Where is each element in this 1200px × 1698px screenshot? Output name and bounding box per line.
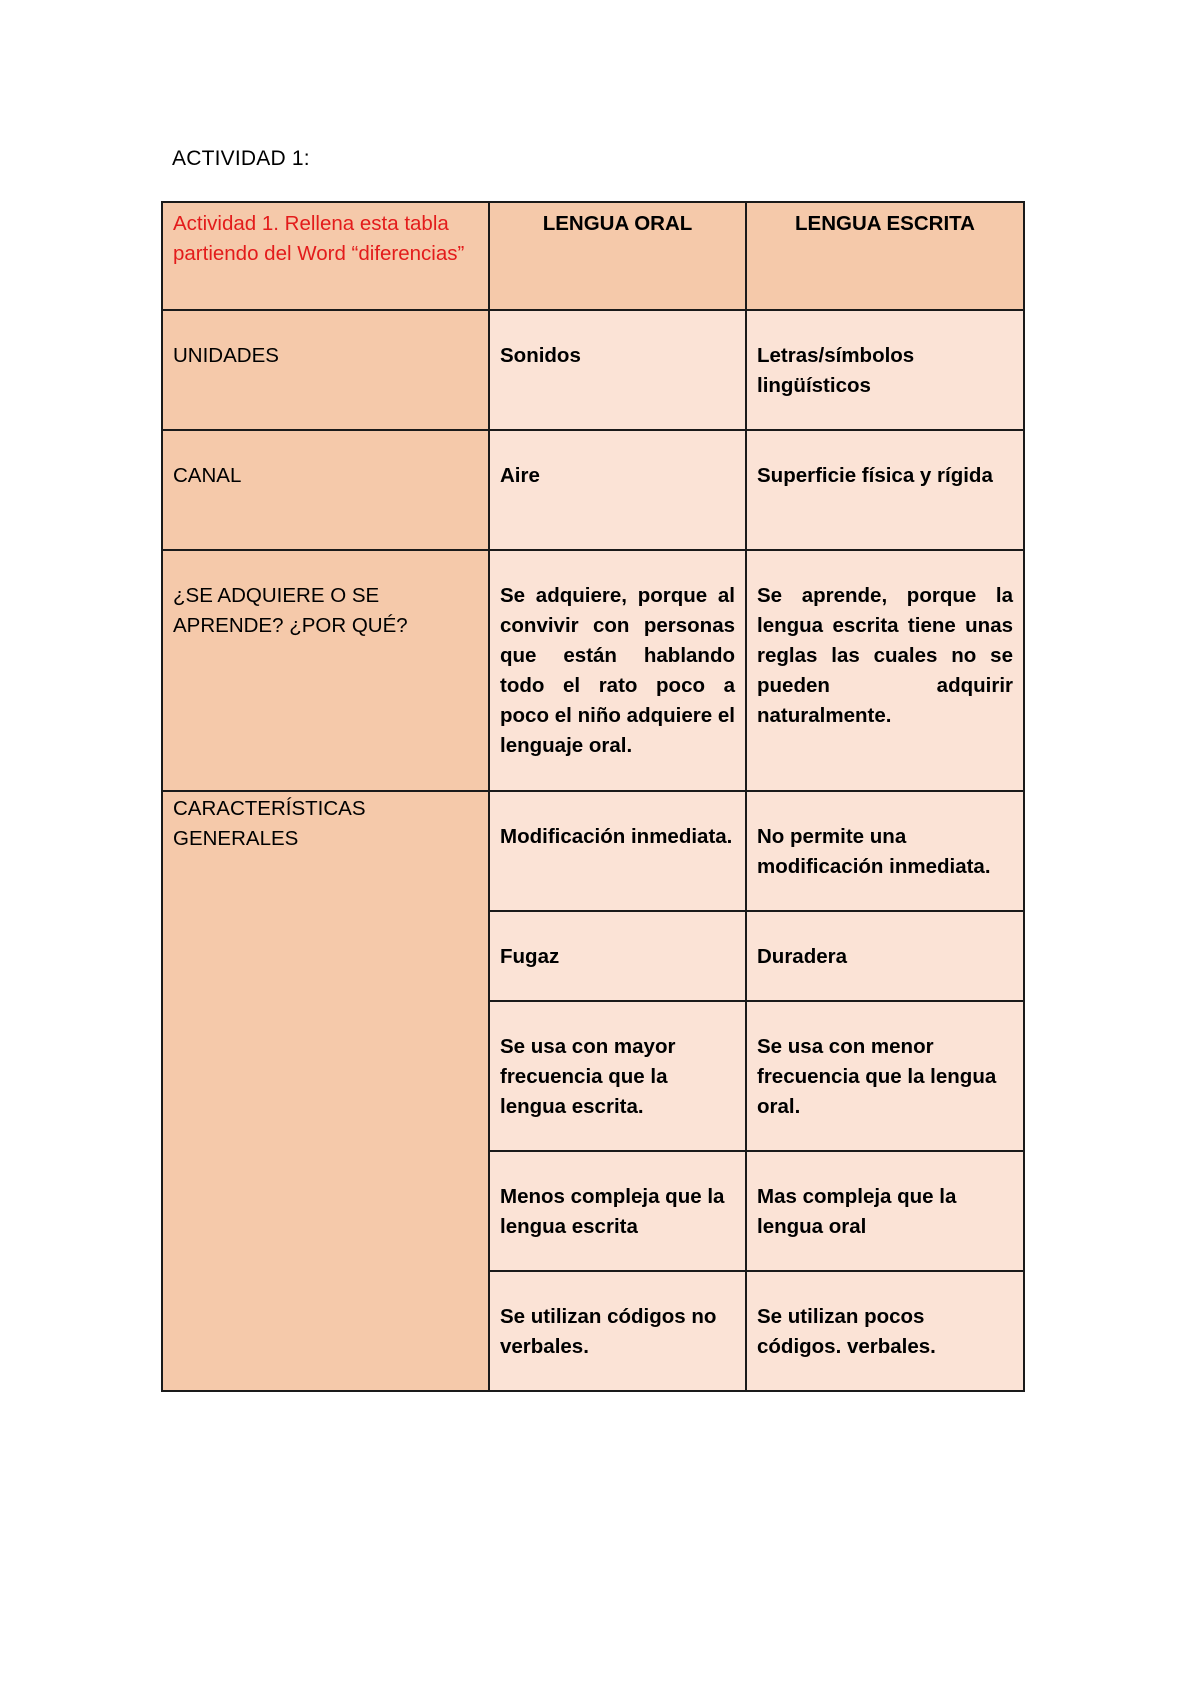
cell-escrita: Se utilizan pocos códigos. verbales.: [746, 1271, 1024, 1391]
cell-oral: Se adquiere, porque al convivir con personas que están hablando todo el rato poco a poco el niño adquiere el lenguaje oral.: [489, 550, 746, 791]
cell-oral: Fugaz: [489, 911, 746, 1001]
table-row-unidades: [162, 310, 1024, 430]
cell-oral: Aire: [489, 430, 746, 550]
row-label: ¿SE ADQUIERE O SE APRENDE? ¿POR QUÉ?: [162, 550, 489, 791]
column-heading-oral: LENGUA ORAL: [489, 202, 746, 310]
table-corner-instruction: Actividad 1. Rellena esta tabla partiendo del Word “diferencias”: [162, 202, 489, 310]
row-label: CANAL: [162, 430, 489, 550]
cell-escrita: No permite una modificación inmediata.: [746, 791, 1024, 911]
table-row-canal: [162, 430, 1024, 550]
cell-oral: Menos compleja que la lengua escrita: [489, 1151, 746, 1271]
table-row-adquiere-aprende: [162, 550, 1024, 791]
table-header-row: [162, 202, 1024, 310]
page-heading: ACTIVIDAD 1:: [172, 147, 310, 170]
table-row-characteristics: [162, 791, 1024, 911]
cell-escrita: Se usa con menor frecuencia que la lengua oral.: [746, 1001, 1024, 1151]
cell-escrita: Letras/símbolos lingüísticos: [746, 310, 1024, 430]
column-heading-escrita: LENGUA ESCRITA: [746, 202, 1024, 310]
cell-escrita: Se aprende, porque la lengua escrita tiene unas reglas las cuales no se pueden adquirir naturalmente.: [746, 550, 1024, 791]
cell-oral: Modificación inmediata.: [489, 791, 746, 911]
cell-escrita: Duradera: [746, 911, 1024, 1001]
comparison-table: [161, 201, 1025, 1392]
row-label-characteristics: CARACTERÍSTICAS GENERALES: [162, 791, 489, 1391]
cell-escrita: Superficie física y rígida: [746, 430, 1024, 550]
cell-oral: Se usa con mayor frecuencia que la lengua escrita.: [489, 1001, 746, 1151]
cell-oral: Sonidos: [489, 310, 746, 430]
row-label: UNIDADES: [162, 310, 489, 430]
cell-escrita: Mas compleja que la lengua oral: [746, 1151, 1024, 1271]
cell-oral: Se utilizan códigos no verbales.: [489, 1271, 746, 1391]
